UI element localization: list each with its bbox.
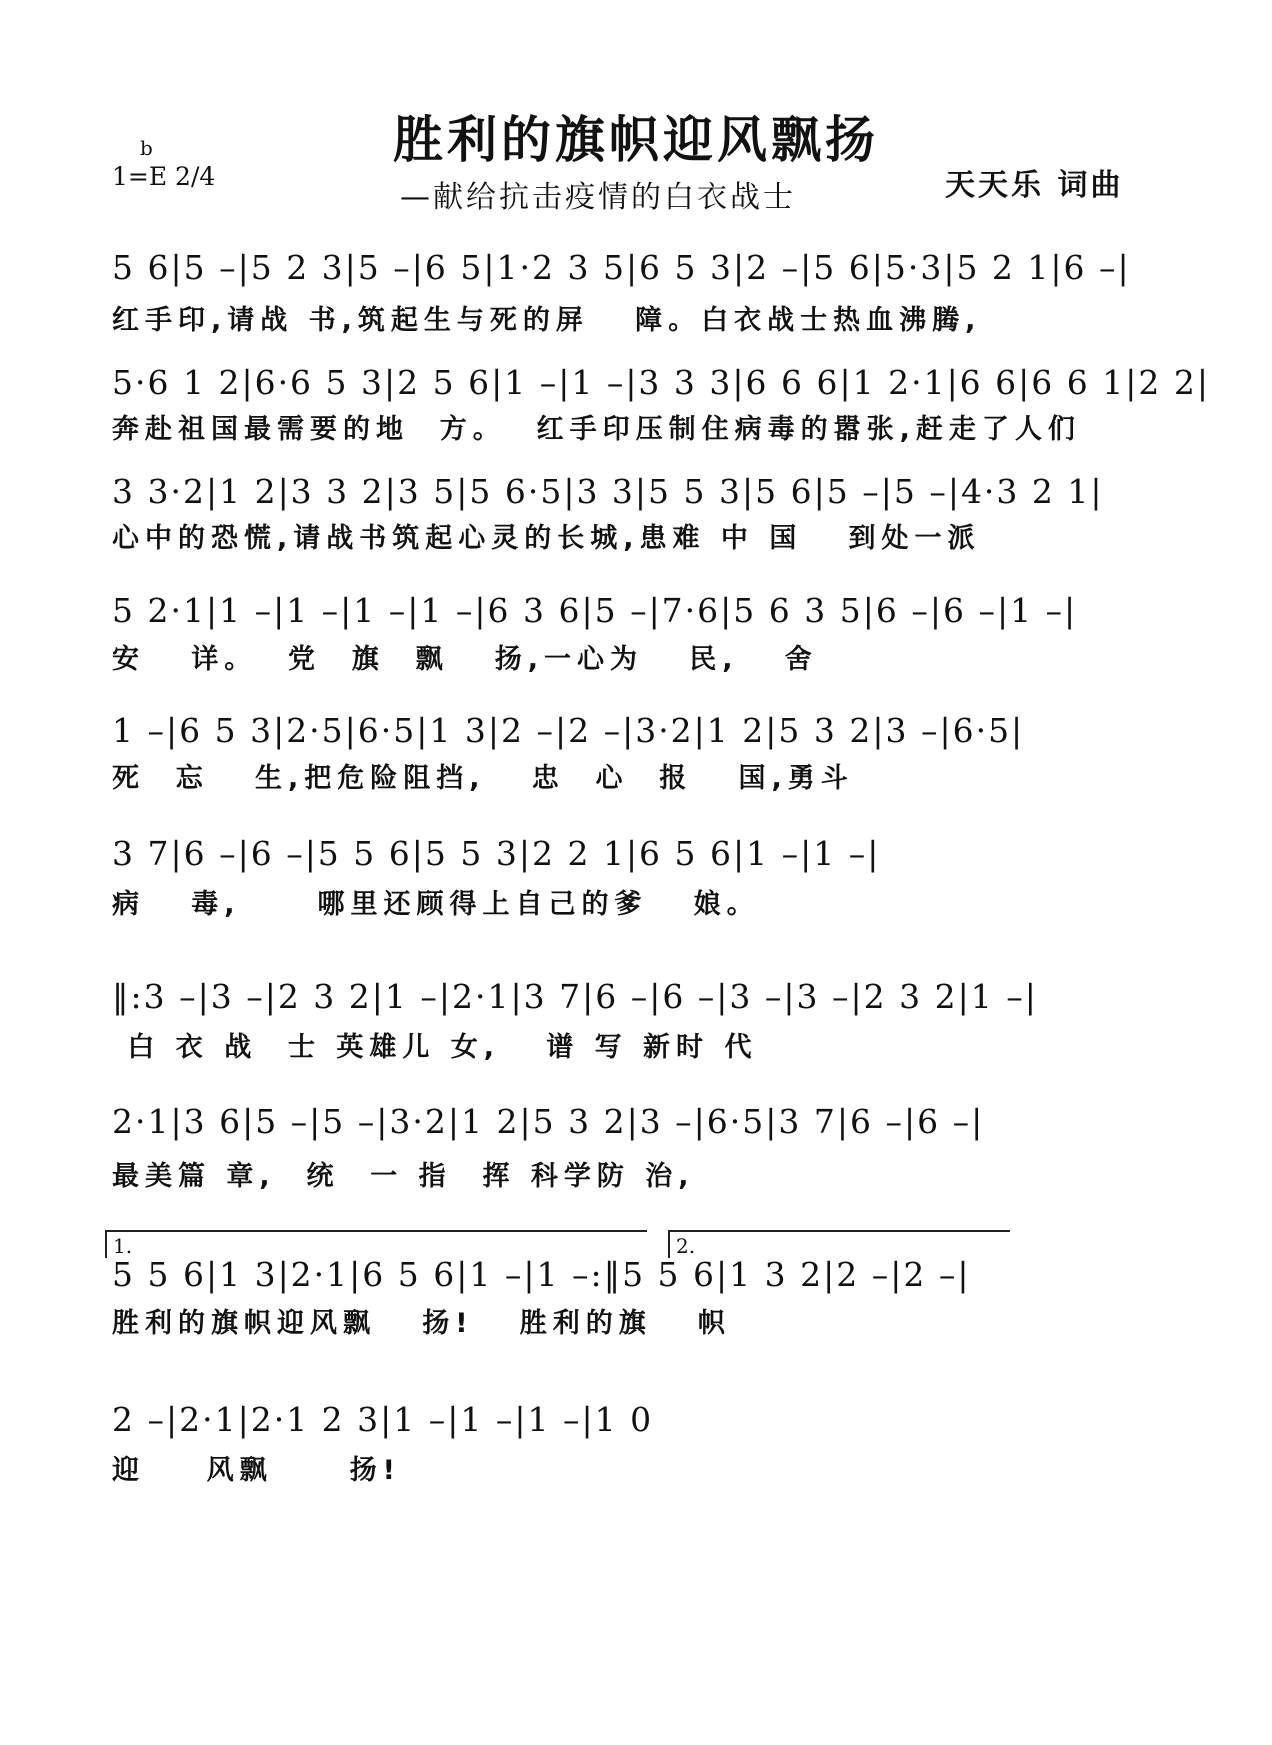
first-ending-label: 1. (113, 1234, 133, 1258)
lyrics-line-1: 红手印,请战 书,筑起生与死的屏 障。白衣战士热血沸腾, (112, 305, 982, 336)
composer-credit: 天天乐 词曲 (945, 168, 1124, 203)
key-signature (112, 136, 216, 191)
lyrics-line-9: 胜利的旗帜迎风飘 扬! 胜利的旗 帜 (112, 1308, 731, 1339)
notation-line-9: 5 5 6|1 3|2·1|6 5 6|1 –|1 –:‖5 5 6|1 3 2|2 –|2 –| (112, 1255, 971, 1294)
notation-line-10: 2 –|2·1|2·1 2 3|1 –|1 –|1 –|1 0 (112, 1400, 654, 1439)
lyrics-line-2: 奔赴祖国最需要的地 方。 红手印压制住病毒的嚣张,赶走了人们 (112, 414, 1081, 445)
second-ending-label: 2. (676, 1234, 696, 1258)
lyrics-line-8: 最美篇 章, 统 一 指 挥 科学防 治, (112, 1161, 695, 1192)
lyrics-line-7: 白 衣 战 士 英雄儿 女, 谱 写 新时 代 (112, 1032, 758, 1063)
notation-line-1: 5 6|5 –|5 2 3|5 –|6 5|1·2 3 5|6 5 3|2 –|5 6|5·3|5 2 1|6 –| (112, 248, 1131, 287)
notation-line-8: 2·1|3 6|5 –|5 –|3·2|1 2|5 3 2|3 –|6·5|3 7|6 –|6 –| (112, 1102, 985, 1141)
first-ending-bracket (105, 1230, 647, 1258)
second-ending-bracket (668, 1230, 1010, 1258)
notation-line-7: ‖:3 –|3 –|2 3 2|1 –|2·1|3 7|6 –|6 –|3 –|3 –|2 3 2|1 –| (112, 977, 1038, 1016)
key-text: 1=E 2/4 (112, 162, 216, 191)
song-subtitle: —献给抗击疫情的白衣战士 (400, 180, 796, 215)
lyrics-line-5: 死 忘 生,把危险阻挡, 忠 心 报 国,勇斗 (112, 763, 854, 794)
lyrics-line-6: 病 毒, 哪里还顾得上自己的爹 娘。 (112, 889, 760, 920)
lyrics-line-4: 安 详。 党 旗 飘 扬,一心为 民, 舍 (112, 644, 818, 675)
notation-line-2: 5·6 1 2|6·6 5 3|2 5 6|1 –|1 –|3 3 3|6 6 6|1 2·1|6 6|6 6 1|2 2| (112, 363, 1210, 402)
flat-sign: b (140, 136, 153, 160)
lyrics-line-10: 迎 风飘 扬! (112, 1455, 401, 1486)
notation-line-3: 3 3·2|1 2|3 3 2|3 5|5 6·5|3 3|5 5 3|5 6|5 –|5 –|4·3 2 1| (112, 472, 1104, 511)
lyrics-line-3: 心中的恐慌,请战书筑起心灵的长城,患难 中 国 到处一派 (112, 523, 981, 554)
notation-line-6: 3 7|6 –|6 –|5 5 6|5 5 3|2 2 1|6 5 6|1 –|1 –| (112, 834, 881, 873)
notation-line-5: 1 –|6 5 3|2·5|6·5|1 3|2 –|2 –|3·2|1 2|5 3 2|3 –|6·5| (112, 711, 1025, 750)
song-title: 胜利的旗帜迎风飘扬 (393, 111, 879, 169)
notation-line-4: 5 2·1|1 –|1 –|1 –|1 –|6 3 6|5 –|7·6|5 6 3 5|6 –|6 –|1 –| (112, 591, 1078, 630)
